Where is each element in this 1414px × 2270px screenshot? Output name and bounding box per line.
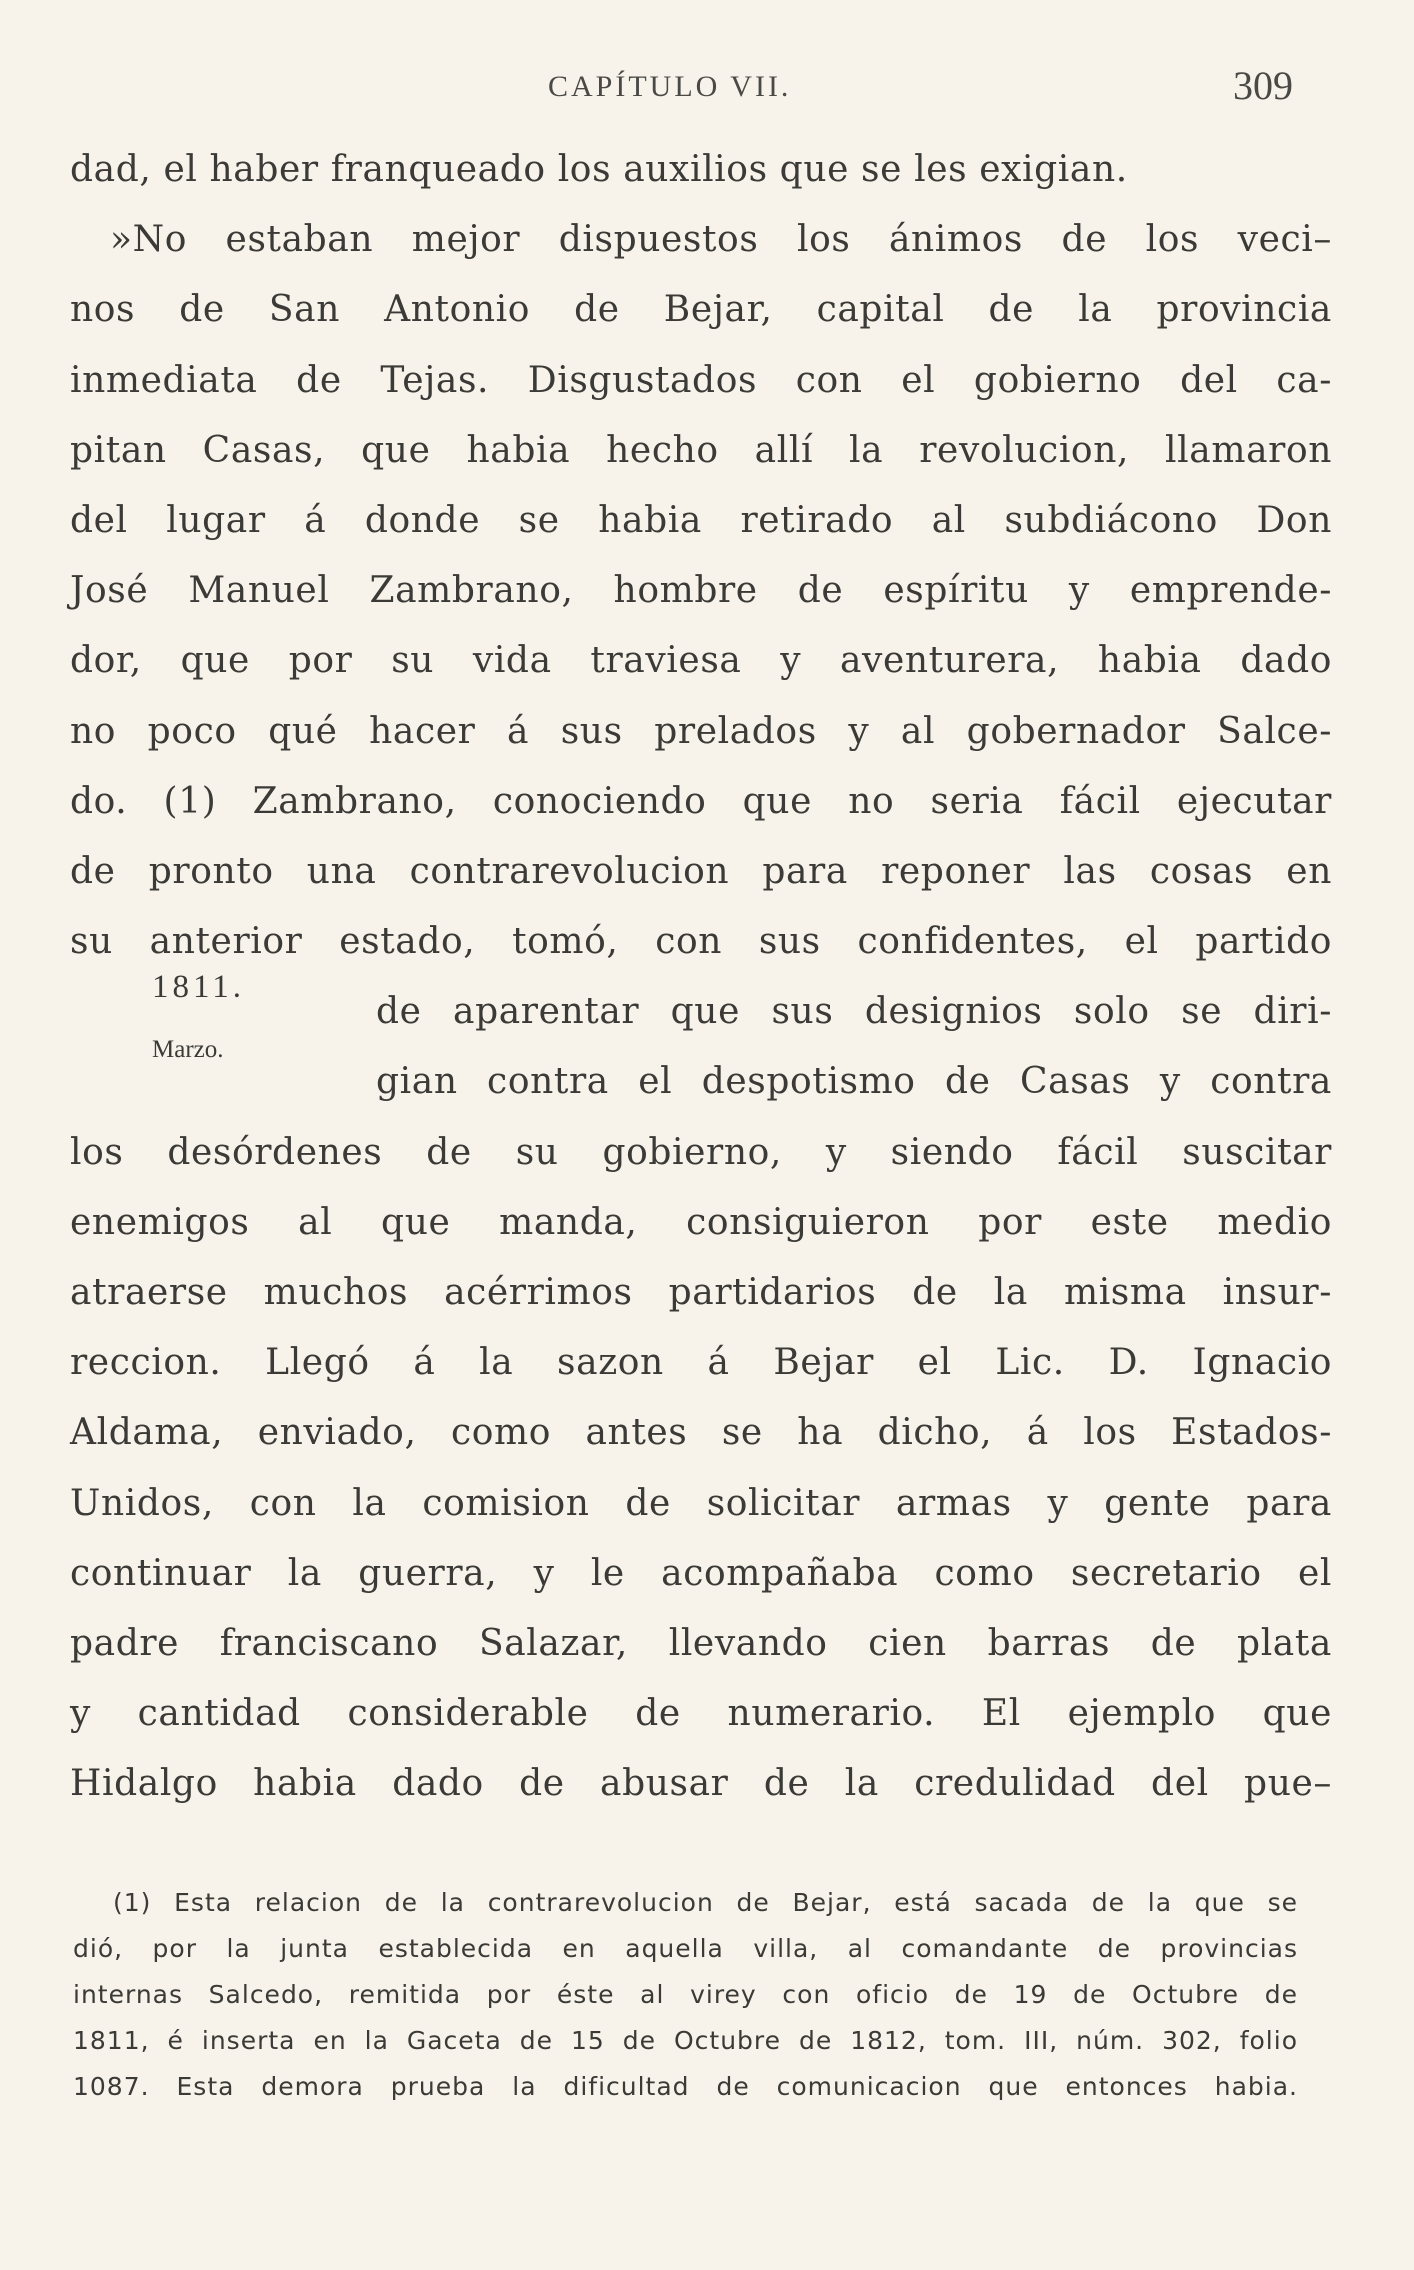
footnote-line: 1087. Esta demora prueba la dificultad de comunicacion que entonces habia.	[73, 2072, 1298, 2101]
text-line: continuar la guerra, y le acompañaba como secretario el	[70, 1552, 1332, 1594]
text-line: »No estaban mejor dispuestos los ánimos de los veci–	[110, 219, 1332, 261]
text-line: José Manuel Zambrano, hombre de espíritu y emprende-	[70, 570, 1332, 612]
text-line: Hidalgo habia dado de abusar de la credulidad del pue–	[70, 1763, 1332, 1805]
text-line: del lugar á donde se habia retirado al subdiácono Don	[70, 499, 1332, 541]
footnotes	[73, 1880, 1298, 2110]
page-header	[0, 62, 1414, 122]
text-line: de aparentar que sus designios solo se diri-	[376, 991, 1332, 1033]
body-text	[70, 135, 1332, 1820]
text-line: nos de San Antonio de Bejar, capital de la provincia	[70, 289, 1332, 331]
text-line: de pronto una contrarevolucion para reponer las cosas en	[70, 850, 1332, 892]
text-line: padre franciscano Salazar, llevando cien barras de plata	[70, 1622, 1332, 1664]
text-line: dad, el haber franqueado los auxilios que se les exigian.	[70, 149, 1128, 190]
running-head: CAPÍTULO VII.	[548, 70, 792, 103]
text-line: su anterior estado, tomó, con sus confidentes, el partido	[70, 921, 1332, 963]
text-line: enemigos al que manda, consiguieron por este medio	[70, 1201, 1332, 1243]
footnote-line: (1) Esta relacion de la contrarevolucion de Bejar, está sacada de la que se	[113, 1888, 1298, 1917]
text-line: Unidos, con la comision de solicitar armas y gente para	[70, 1482, 1332, 1524]
text-line: inmediata de Tejas. Disgustados con el gobierno del ca-	[70, 359, 1332, 401]
page-number: 309	[1233, 63, 1293, 108]
footnote-line: internas Salcedo, remitida por éste al virey con oficio de 19 de Octubre de	[73, 1980, 1298, 2009]
text-line: Aldama, enviado, como antes se ha dicho, á los Estados-	[70, 1412, 1332, 1454]
text-line: do. (1) Zambrano, conociendo que no seria fácil ejecutar	[70, 780, 1332, 822]
footnote-line: 1811, é inserta en la Gaceta de 15 de Octubre de 1812, tom. III, núm. 302, folio	[73, 2026, 1298, 2055]
text-line: reccion. Llegó á la sazon á Bejar el Lic. D. Ignacio	[70, 1342, 1332, 1384]
margin-note-year: 1811.	[152, 969, 246, 1005]
margin-note-month: Marzo.	[152, 1036, 224, 1063]
text-line: gian contra el despotismo de Casas y contra	[376, 1061, 1332, 1103]
text-line: no poco qué hacer á sus prelados y al gobernador Salce-	[70, 710, 1332, 752]
text-line: dor, que por su vida traviesa y aventurera, habia dado	[70, 640, 1332, 682]
text-line: los desórdenes de su gobierno, y siendo fácil suscitar	[70, 1131, 1332, 1173]
text-line: atraerse muchos acérrimos partidarios de la misma insur-	[70, 1272, 1332, 1313]
footnote-line: dió, por la junta establecida en aquella villa, al comandante de provincias	[73, 1934, 1298, 1963]
text-line: y cantidad considerable de numerario. El ejemplo que	[70, 1693, 1332, 1735]
text-line: pitan Casas, que habia hecho allí la revolucion, llamaron	[70, 429, 1332, 471]
